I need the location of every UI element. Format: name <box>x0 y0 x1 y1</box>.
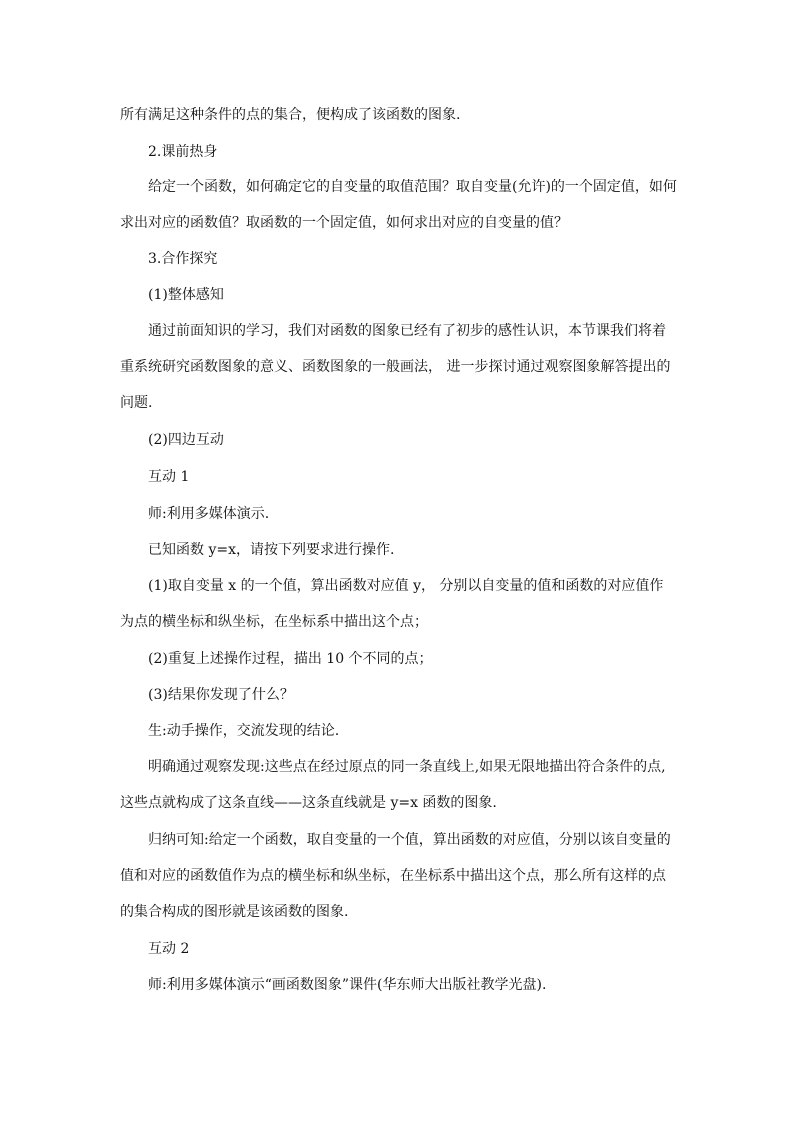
interaction-heading: 互动 2 <box>148 941 190 957</box>
subsection-heading: (2)四边互动 <box>148 432 224 448</box>
paragraph-line: 值和对应的函数值作为点的横坐标和纵坐标，在坐标系中描出这个点，那么所有这样的点 <box>120 868 666 884</box>
list-item-line: (3)结果你发现了什么？ <box>148 687 294 703</box>
paragraph-line: 这些点就构成了这条直线——这条直线就是 y=x 函数的图象. <box>120 795 497 811</box>
paragraph-line: 师:利用多媒体演示. <box>148 506 270 522</box>
list-item-line: (2)重复上述操作过程，描出 10 个不同的点； <box>148 651 433 667</box>
paragraph-line: 已知函数 y=x，请按下列要求进行操作. <box>148 542 395 558</box>
subsection-heading: (1)整体感知 <box>148 287 224 303</box>
interaction-heading: 互动 1 <box>148 469 190 485</box>
section-heading: 2.课前热身 <box>148 144 218 160</box>
paragraph-line: 问题. <box>120 395 153 411</box>
paragraph-line: 师:利用多媒体演示“画函数图象”课件(华东师大出版社教学光盘). <box>148 977 547 993</box>
paragraph-line: 的集合构成的图形就是该函数的图象. <box>120 904 349 920</box>
section-heading: 3.合作探究 <box>148 251 218 267</box>
paragraph-line: 通过前面知识的学习，我们对函数的图象已经有了初步的感性认识，本节课我们将着 <box>148 323 666 339</box>
paragraph-line: 重系统研究函数图象的意义、函数图象的一般画法， 进一步探讨通过观察图象解答提出的 <box>120 359 671 375</box>
paragraph-line: 生:动手操作，交流发现的结论. <box>148 723 340 739</box>
paragraph-line: 给定一个函数，如何确定它的自变量的取值范围？取自变量(允许)的一个固定值，如何 <box>148 179 677 195</box>
list-item-line: 为点的横坐标和纵坐标，在坐标系中描出这个点； <box>120 614 428 630</box>
paragraph-line: 明确通过观察发现:这些点在经过原点的同一条直线上,如果无限地描出符合条件的点, <box>148 759 666 775</box>
paragraph-line: 所有满足这种条件的点的集合，便构成了该函数的图象. <box>120 107 461 123</box>
paragraph-line: 归纳可知:给定一个函数，取自变量的一个值，算出函数的对应值，分别以该自变量的 <box>148 832 671 848</box>
list-item-line: (1)取自变量 x 的一个值，算出函数对应值 y， 分别以自变量的值和函数的对应值作 <box>148 578 664 594</box>
paragraph-line: 求出对应的函数值？取函数的一个固定值，如何求出对应的自变量的值？ <box>120 215 568 231</box>
